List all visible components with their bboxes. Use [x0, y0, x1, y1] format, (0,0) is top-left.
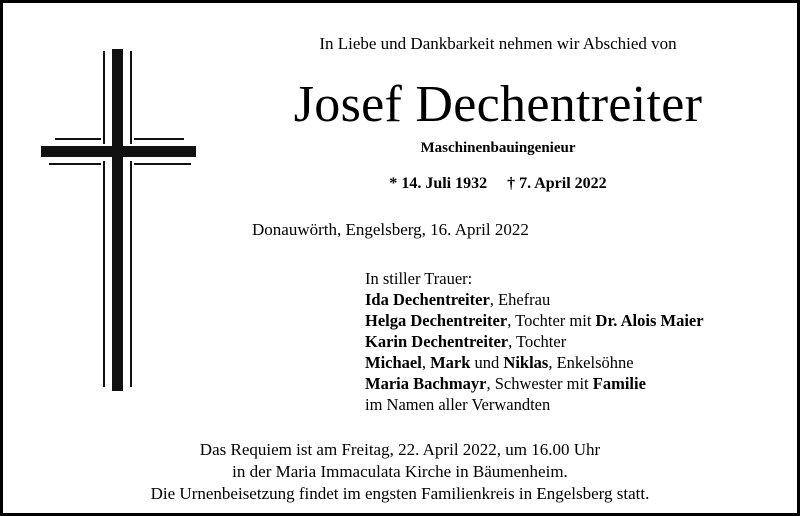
- mourner-name: Maria Bachmayr: [365, 374, 487, 393]
- service-line: Die Urnenbeisetzung findet im engsten Familienkreis in Engelsberg statt.: [150, 484, 650, 503]
- mourner-line: Ida Dechentreiter, Ehefrau: [365, 290, 551, 309]
- life-dates: [253, 173, 743, 195]
- mourner-name: Dr. Alois Maier: [595, 311, 704, 330]
- service-line: in der Maria Immaculata Kirche in Bäumenheim.: [232, 462, 568, 481]
- mourner-name: Karin Dechentreiter: [365, 332, 509, 351]
- mourner-name: Mark: [430, 353, 471, 372]
- place-date: Donauwörth, Engelsberg, 16. April 2022: [252, 220, 529, 239]
- death-date: † 7. April 2022: [507, 175, 607, 192]
- mourner-line: Karin Dechentreiter, Tochter: [365, 332, 567, 351]
- mourners-list: [365, 268, 704, 415]
- deceased-name: Josef Dechentreiter: [293, 76, 703, 133]
- mourner-name: Ida Dechentreiter: [365, 290, 490, 309]
- mourner-line: Maria Bachmayr, Schwester mit Familie: [365, 374, 646, 393]
- mourner-name: Michael: [365, 353, 422, 372]
- service-info: [3, 439, 797, 505]
- cross-icon: [41, 49, 196, 391]
- mourner-line: Michael, Mark und Niklas, Enkelsöhne: [365, 353, 634, 372]
- mourner-name: Niklas: [503, 353, 549, 372]
- intro-text: In Liebe und Dankbarkeit nehmen wir Abschied von: [319, 34, 677, 53]
- birth-date: * 14. Juli 1932: [389, 175, 488, 192]
- mourner-name: Familie: [592, 374, 646, 393]
- mourners-heading: In stiller Trauer:: [365, 269, 473, 288]
- mourner-name: Helga Dechentreiter: [365, 311, 508, 330]
- service-line: Das Requiem ist am Freitag, 22. April 2022, um 16.00 Uhr: [199, 440, 601, 459]
- profession: Maschinenbauingenieur: [420, 140, 576, 156]
- mourners-closing: im Namen aller Verwandten: [365, 395, 551, 414]
- mourner-line: Helga Dechentreiter, Tochter mit Dr. Alois Maier: [365, 311, 704, 330]
